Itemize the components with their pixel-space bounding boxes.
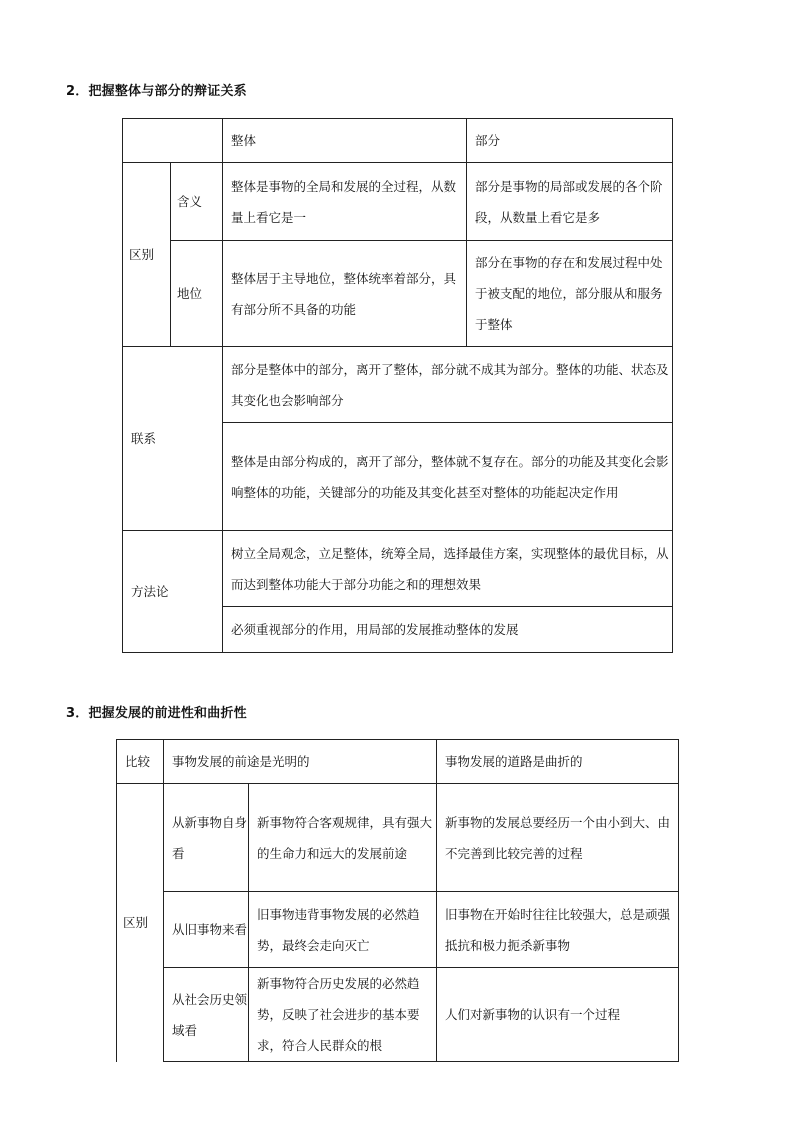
distinction-label: 区别 [123, 163, 171, 347]
row-label: 从旧事物来看 [164, 892, 249, 968]
distinction-label: 区别 [117, 784, 164, 1062]
relation-label: 联系 [123, 347, 223, 531]
section-3-heading: 3．把握发展的前进性和曲折性 [66, 706, 247, 721]
header-part: 部分 [467, 119, 673, 163]
section-2-heading: 2．把握整体与部分的辩证关系 [66, 84, 247, 99]
position-part-cell: 部分在事物的存在和发展过程中处于被支配的地位，部分服从和服务于整体 [467, 241, 673, 347]
bright-cell: 新事物符合历史发展的必然趋势，反映了社会进步的基本要求，符合人民群众的根 [249, 968, 437, 1062]
header-tortuous: 事物发展的道路是曲折的 [437, 740, 679, 784]
method-label: 方法论 [123, 531, 223, 653]
relation-cell-1: 部分是整体中的部分，离开了整体，部分就不成其为部分。整体的功能、状态及其变化也会影响部分 [223, 347, 673, 423]
table-header-row [123, 119, 673, 163]
meaning-part-cell: 部分是事物的局部或发展的各个阶段，从数量上看它是多 [467, 163, 673, 241]
method-cell-1: 树立全局观念，立足整体，统筹全局，选择最佳方案，实现整体的最优目标，从而达到整体功能大于部分功能之和的理想效果 [223, 531, 673, 607]
header-whole: 整体 [223, 119, 467, 163]
tortuous-cell: 旧事物在开始时往往比较强大，总是顽强抵抗和极力扼杀新事物 [437, 892, 679, 968]
relation-cell-2: 整体是由部分构成的，离开了部分，整体就不复存在。部分的功能及其变化会影响整体的功能，关键部分的功能及其变化甚至对整体的功能起决定作用 [223, 423, 673, 531]
table-row [117, 968, 679, 1062]
whole-part-table [122, 118, 673, 653]
table-header-row [117, 740, 679, 784]
row-label: 从社会历史领域看 [164, 968, 249, 1062]
table-row [123, 347, 673, 423]
meaning-label: 含义 [171, 163, 223, 241]
row-label: 从新事物自身看 [164, 784, 249, 892]
meaning-whole-cell: 整体是事物的全局和发展的全过程，从数量上看它是一 [223, 163, 467, 241]
position-whole-cell: 整体居于主导地位，整体统率着部分，具有部分所不具备的功能 [223, 241, 467, 347]
table-row [123, 163, 673, 241]
method-cell-2: 必须重视部分的作用，用局部的发展推动整体的发展 [223, 607, 673, 653]
table-row [117, 892, 679, 968]
table-row [123, 531, 673, 607]
position-label: 地位 [171, 241, 223, 347]
tortuous-cell: 新事物的发展总要经历一个由小到大、由不完善到比较完善的过程 [437, 784, 679, 892]
table-row [123, 241, 673, 347]
bright-cell: 旧事物违背事物发展的必然趋势，最终会走向灭亡 [249, 892, 437, 968]
header-empty-cell [123, 119, 223, 163]
compare-label: 比较 [117, 740, 164, 784]
header-bright: 事物发展的前途是光明的 [164, 740, 437, 784]
development-table [116, 739, 679, 1062]
bright-cell: 新事物符合客观规律，具有强大的生命力和远大的发展前途 [249, 784, 437, 892]
tortuous-cell: 人们对新事物的认识有一个过程 [437, 968, 679, 1062]
table-row [117, 784, 679, 892]
